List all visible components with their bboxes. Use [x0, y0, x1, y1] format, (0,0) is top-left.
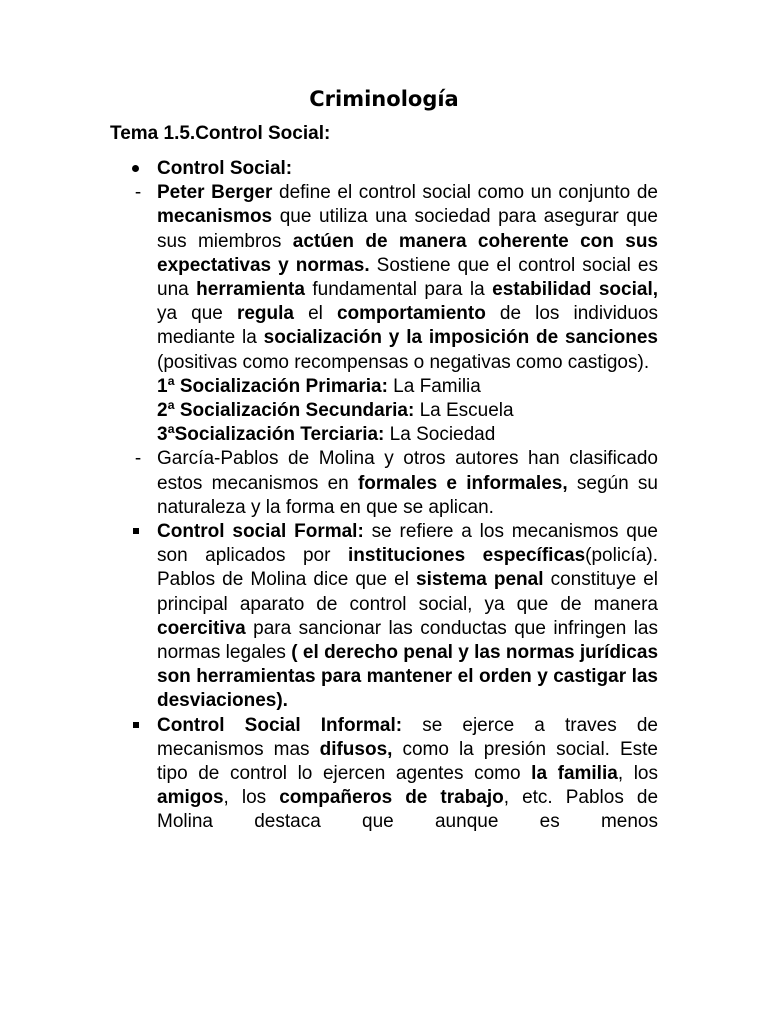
square-bullet-icon — [133, 722, 139, 728]
emphasis-text: mecanismos — [157, 206, 273, 228]
paragraph-text: , etc. Pablos de Molina destaca que aunque es menos — [157, 787, 659, 833]
emphasis-text: socialización y la imposición de sanciones — [263, 327, 658, 349]
paragraph-text: como la presión social. Este tipo de control lo ejercen agentes como — [157, 738, 658, 785]
item-label: Control social Formal: — [157, 521, 364, 543]
paragraph-text: ya que — [157, 303, 237, 325]
paragraph-text: se refiere a los mecanismos que son aplicados por — [157, 521, 658, 567]
square-item-formal — [157, 520, 658, 714]
paragraph-text: fundamental para la — [304, 279, 493, 301]
emphasis-text: amigos — [157, 787, 224, 809]
socialization-line — [157, 399, 658, 423]
socialization-value: La Sociedad — [384, 424, 496, 446]
emphasis-text: comportamiento — [336, 303, 486, 325]
emphasis-text: la familia — [531, 763, 618, 785]
emphasis-text: sistema penal — [416, 569, 544, 591]
paragraph-text: (policía). Pablos de Molina dice que el — [157, 545, 658, 591]
socialization-label: 3ªSocialización Terciaria: — [157, 424, 385, 446]
emphasis-text: regula — [236, 303, 294, 325]
section-subtitle: Tema 1.5.Control Social: — [110, 123, 331, 144]
square-item-informal — [157, 714, 658, 835]
paragraph-text: , los — [223, 787, 280, 809]
emphasis-text: instituciones específicas — [347, 545, 586, 567]
bullet-heading: Control Social: — [157, 158, 293, 179]
document-body — [134, 157, 659, 835]
socialization-label: 2ª Socialización Secundaria: — [157, 400, 415, 422]
socialization-value: La Familia — [387, 375, 481, 397]
paragraph-text: para sancionar las conductas que infringen las normas legales — [157, 617, 658, 664]
socialization-list — [157, 375, 658, 448]
bullet-dot-icon — [132, 165, 139, 172]
paragraph-text: , los — [617, 763, 658, 785]
paragraph-text: (positivas como recompensas o negativas como castigos). — [157, 351, 650, 373]
emphasis-text: ( el derecho penal y las normas jurídicas son herramientas para mantener el orden y castigar las desviaciones). — [157, 642, 659, 712]
socialization-label: 1ª Socialización Primaria: — [157, 375, 388, 397]
socialization-line — [157, 423, 658, 447]
socialization-value: La Escuela — [414, 400, 514, 422]
paragraph-text: se ejerce a traves de mecanismos mas — [157, 714, 658, 760]
paragraph-text: García-Pablos de Molina y otros autores han clasificado estos mecanismos en — [157, 448, 658, 494]
square-bullet-icon — [133, 528, 139, 534]
emphasis-text: formales e informales, — [357, 472, 568, 494]
item-label: Control Social Informal: — [157, 714, 403, 736]
socialization-line — [157, 375, 658, 399]
dash-marker: - — [134, 448, 142, 470]
paragraph-text: de los individuos mediante la — [157, 303, 658, 349]
author-name: Peter Berger — [157, 182, 273, 204]
paragraph-text: el — [293, 303, 337, 325]
emphasis-text: estabilidad social, — [492, 279, 659, 301]
paragraph-text: según su naturaleza y la forma en que se aplican. — [157, 472, 658, 518]
emphasis-text: herramienta — [196, 279, 305, 301]
paragraph-text: Sostiene que el control social es una — [157, 254, 658, 301]
document-title: Criminología — [309, 87, 459, 111]
dash-item-berger — [134, 181, 659, 375]
paragraph-text: constituye el principal aparato de control social, ya que de manera — [157, 569, 659, 615]
emphasis-text: coercitiva — [157, 617, 246, 639]
paragraph-text: que utiliza una sociedad para asegurar que sus miembros — [157, 206, 658, 252]
emphasis-text: actúen de manera coherente con sus expectativas y normas. — [157, 230, 659, 276]
dash-item-garcia — [134, 447, 658, 520]
emphasis-text: compañeros de trabajo — [279, 787, 504, 809]
bullet-item-control-social — [157, 157, 658, 181]
paragraph-text: define el control social como un conjunto de — [272, 182, 658, 204]
dash-marker: - — [134, 182, 142, 204]
emphasis-text: difusos, — [319, 738, 393, 760]
